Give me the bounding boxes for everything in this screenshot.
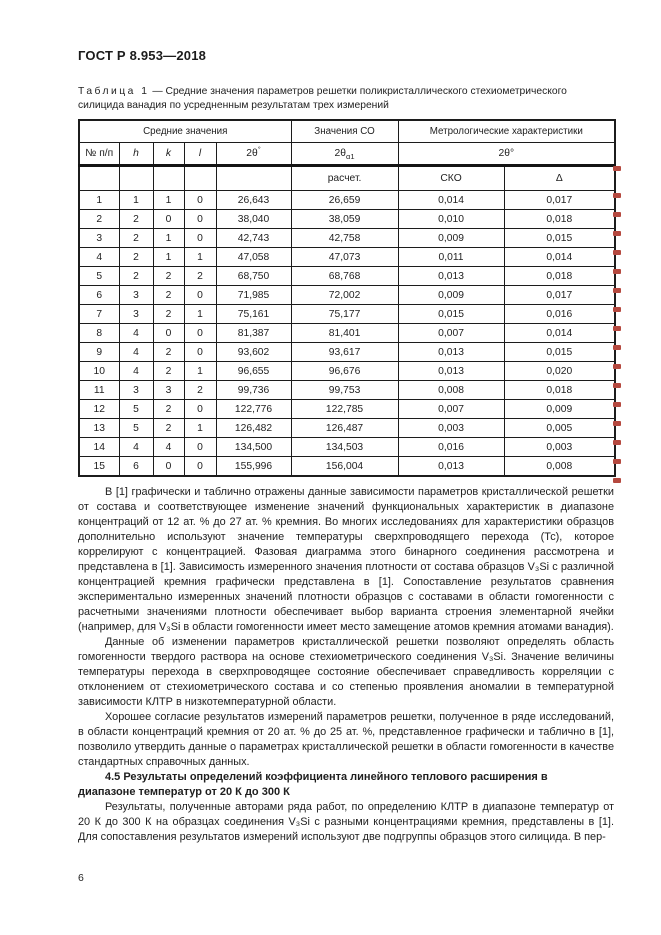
table-cell: 0,009 [398, 286, 504, 305]
table-cell: 126,482 [216, 419, 291, 438]
scan-mark [613, 478, 621, 483]
table-group-header-row [79, 120, 615, 143]
table-row [79, 381, 615, 400]
table-cell: 1 [184, 248, 216, 267]
table-cell: 0,008 [504, 457, 615, 477]
table-cell: 68,768 [291, 267, 398, 286]
paragraph-4: Результаты, полученные авторами ряда работ, по определению КЛТР в диапазоне температур от 20 К до 300 К на образцах соединения V₃Si с разными концентрациями кремния, представлены в [1]. Для сопоставления результатов измерений используют две подгруппы образцов этого силицида. В пер- [78, 801, 614, 843]
table-cell: 0,007 [398, 324, 504, 343]
table-cell: 81,387 [216, 324, 291, 343]
table-cell: 122,785 [291, 400, 398, 419]
table-cell: 15 [79, 457, 119, 477]
table-cell: 26,643 [216, 191, 291, 210]
col-header-num: № п/п [79, 143, 119, 166]
table-row [79, 229, 615, 248]
table-cell: 0 [153, 457, 184, 477]
table-cell: 0,018 [504, 210, 615, 229]
table-cell: 0,014 [504, 248, 615, 267]
table-cell: 0,017 [504, 191, 615, 210]
col-header-k: k [153, 143, 184, 166]
table-cell: 42,743 [216, 229, 291, 248]
table-cell: 0 [184, 191, 216, 210]
table-cell: 5 [119, 419, 153, 438]
table-cell: 1 [153, 191, 184, 210]
paragraph-2: Данные об изменении параметров кристаллической решетки позволяют определять область гомогенности твердого раствора на основе стехиометрического соединения V₃Si. Значение величины температуры перехода в сверхпроводящее состояние обеспечивает справедливость корреляции с отклонением от стехиометрического состава и со степенью проявления аномалии в температурной зависимости КЛТР в низкотемпературной области. [78, 636, 614, 708]
group-header-mean-values: Средние значения [79, 120, 291, 143]
table-cell: 0 [184, 343, 216, 362]
table-caption [78, 85, 614, 112]
table-cell: 0,011 [398, 248, 504, 267]
table-cell: 47,058 [216, 248, 291, 267]
table-cell: 2 [153, 419, 184, 438]
table-cell: 2 [153, 343, 184, 362]
lattice-parameters-table [78, 119, 616, 477]
col-header-2theta-exp: 2θ° [216, 143, 291, 166]
table-caption-text: — Средние значения параметров решетки поликристаллического стехиометрического силицида ванадия по усредненным результатам трех измерений [78, 86, 567, 111]
table-cell: 4 [119, 343, 153, 362]
table-cell: 71,985 [216, 286, 291, 305]
col-header-l: l [184, 143, 216, 166]
subheader-sko: СКО [398, 166, 504, 191]
col-header-h: h [119, 143, 153, 166]
table-cell: 10 [79, 362, 119, 381]
table-cell: 14 [79, 438, 119, 457]
table-cell: 0,020 [504, 362, 615, 381]
table-cell: 0,013 [398, 457, 504, 477]
section-heading-4-5: 4.5 Результаты определений коэффициента линейного теплового расширения в диапазоне температур от 20 К до 300 К [78, 771, 548, 798]
table-cell: 3 [153, 381, 184, 400]
table-row [79, 400, 615, 419]
table-cell: 0 [184, 457, 216, 477]
table-cell: 12 [79, 400, 119, 419]
table-cell: 2 [153, 267, 184, 286]
table-cell: 0,013 [398, 267, 504, 286]
table-cell: 3 [119, 305, 153, 324]
table-cell: 13 [79, 419, 119, 438]
table-cell: 0 [184, 324, 216, 343]
table-cell: 1 [184, 305, 216, 324]
empty-cell [79, 166, 119, 191]
table-cell: 4 [79, 248, 119, 267]
table-cell: 0 [184, 400, 216, 419]
table-cell: 0,016 [398, 438, 504, 457]
empty-cell [153, 166, 184, 191]
table-cell: 0 [184, 229, 216, 248]
table-cell: 42,758 [291, 229, 398, 248]
table-cell: 2 [153, 362, 184, 381]
table-cell: 0,003 [398, 419, 504, 438]
table-cell: 4 [119, 438, 153, 457]
table-cell: 68,750 [216, 267, 291, 286]
page-number: 6 [78, 872, 84, 884]
table-cell: 38,059 [291, 210, 398, 229]
table-cell: 2 [184, 381, 216, 400]
table-cell: 72,002 [291, 286, 398, 305]
table-cell: 0,018 [504, 381, 615, 400]
table-cell: 2 [79, 210, 119, 229]
table-cell: 99,736 [216, 381, 291, 400]
col-header-2theta-calc: $2\theta_{\alpha 1}$ [291, 143, 398, 166]
table-row [79, 210, 615, 229]
table-cell: 0,010 [398, 210, 504, 229]
table-cell: 1 [184, 419, 216, 438]
table-row [79, 286, 615, 305]
subheader-calc: расчет. [291, 166, 398, 191]
table-row [79, 191, 615, 210]
table-cell: 0,013 [398, 343, 504, 362]
table-cell: 134,500 [216, 438, 291, 457]
table-cell: 4 [153, 438, 184, 457]
table-row [79, 419, 615, 438]
table-cell: 7 [79, 305, 119, 324]
table-cell: 0,005 [504, 419, 615, 438]
table-cell: 96,676 [291, 362, 398, 381]
table-cell: 3 [119, 381, 153, 400]
table-cell: 0,015 [504, 343, 615, 362]
table-row [79, 457, 615, 477]
table-cell: 0 [153, 324, 184, 343]
table-row [79, 305, 615, 324]
table-cell: 1 [153, 248, 184, 267]
table-cell: 155,996 [216, 457, 291, 477]
table-cell: 1 [184, 362, 216, 381]
table-cell: 2 [153, 286, 184, 305]
table-row [79, 267, 615, 286]
table-cell: 134,503 [291, 438, 398, 457]
table-caption-label: Таблица 1 [78, 86, 150, 97]
table-cell: 38,040 [216, 210, 291, 229]
table-cell: 2 [153, 400, 184, 419]
table-row [79, 438, 615, 457]
table-row [79, 343, 615, 362]
col-header-2theta-metro: 2θ° [398, 143, 615, 166]
table-cell: 47,073 [291, 248, 398, 267]
table-cell: 0 [184, 438, 216, 457]
table-cell: 0,016 [504, 305, 615, 324]
table-cell: 0,018 [504, 267, 615, 286]
table-cell: 1 [79, 191, 119, 210]
table-cell: 5 [79, 267, 119, 286]
table-cell: 1 [119, 191, 153, 210]
group-header-co-values: Значения СО [291, 120, 398, 143]
table-cell: 4 [119, 362, 153, 381]
paragraph-3: Хорошее согласие результатов измерений параметров решетки, полученное в ряде исследований, в области концентраций кремния от 20 ат. % до 25 ат. %, представленное графически и таблично в [1], позволило утвердить данные о параметрах кристаллической решетки в области гомогенности в качестве стандартных справочных данных. [78, 711, 614, 768]
table-cell: 0 [184, 286, 216, 305]
table-body [79, 191, 615, 477]
table-cell: 126,487 [291, 419, 398, 438]
table-row [79, 362, 615, 381]
table-cell: 122,776 [216, 400, 291, 419]
table-cell: 2 [153, 305, 184, 324]
table-cell: 0,015 [398, 305, 504, 324]
table-column-header-row [79, 143, 615, 166]
table-cell: 0,007 [398, 400, 504, 419]
table-cell: 8 [79, 324, 119, 343]
table-row [79, 324, 615, 343]
table-cell: 9 [79, 343, 119, 362]
table-cell: 2 [184, 267, 216, 286]
table-cell: 0,014 [398, 191, 504, 210]
table-cell: 2 [119, 248, 153, 267]
body-text [78, 485, 614, 845]
table-cell: 0,009 [504, 400, 615, 419]
table-cell: 1 [153, 229, 184, 248]
table-cell: 26,659 [291, 191, 398, 210]
table-cell: 0,013 [398, 362, 504, 381]
table-cell: 75,177 [291, 305, 398, 324]
table-cell: 5 [119, 400, 153, 419]
table-cell: 3 [79, 229, 119, 248]
table-cell: 0 [153, 210, 184, 229]
table-cell: 0,015 [504, 229, 615, 248]
empty-cell [184, 166, 216, 191]
table-cell: 6 [119, 457, 153, 477]
doc-code: ГОСТ Р 8.953—2018 [78, 48, 207, 63]
table-cell: 99,753 [291, 381, 398, 400]
table-cell: 2 [119, 210, 153, 229]
table-cell: 93,602 [216, 343, 291, 362]
table-cell: 0,014 [504, 324, 615, 343]
table-cell: 0,009 [398, 229, 504, 248]
table-cell: 81,401 [291, 324, 398, 343]
table-cell: 3 [119, 286, 153, 305]
table-cell: 2 [119, 229, 153, 248]
table-cell: 0,003 [504, 438, 615, 457]
table-cell: 11 [79, 381, 119, 400]
table-cell: 93,617 [291, 343, 398, 362]
table-cell: 4 [119, 324, 153, 343]
group-header-metrological: Метрологические характеристики [398, 120, 615, 143]
table-cell: 0,017 [504, 286, 615, 305]
table-cell: 0,008 [398, 381, 504, 400]
empty-cell [119, 166, 153, 191]
table-cell: 75,161 [216, 305, 291, 324]
paragraph-1: В [1] графически и таблично отражены данные зависимости параметров кристаллической решетки от состава и соответствующее изменение значений функциональных характеристик в диапазоне концентраций от 12 ат. % до 27 ат. % кремния. Во многих исследованиях для характеристики образцов дополнительно используют значение температуры сверхпроводящего перехода (Тс), которое коррелируют с концентрацией. Фазовая диаграмма этого бинарного соединения рассмотрена и представлена в [1]. Зависимость измеренного значения плотности от состава образцов V₃Si с различной концентрацией кремния графически представлена в [1]. Сопоставление результатов сравнения экспериментально измеренных значений плотности образцов с составами в области гомогенности с расчетными значениями плотности обеспечивает выбор варианта строения элементарной ячейки (например, для V₃Si в области гомогенности имеет место замещение атомов кремния атомами ванадия). [78, 486, 614, 633]
table-subheader-row [79, 166, 615, 191]
table-row [79, 248, 615, 267]
empty-cell [216, 166, 291, 191]
table-cell: 156,004 [291, 457, 398, 477]
subheader-delta: Δ [504, 166, 615, 191]
table-cell: 96,655 [216, 362, 291, 381]
table-cell: 2 [119, 267, 153, 286]
table-cell: 6 [79, 286, 119, 305]
table-cell: 0 [184, 210, 216, 229]
